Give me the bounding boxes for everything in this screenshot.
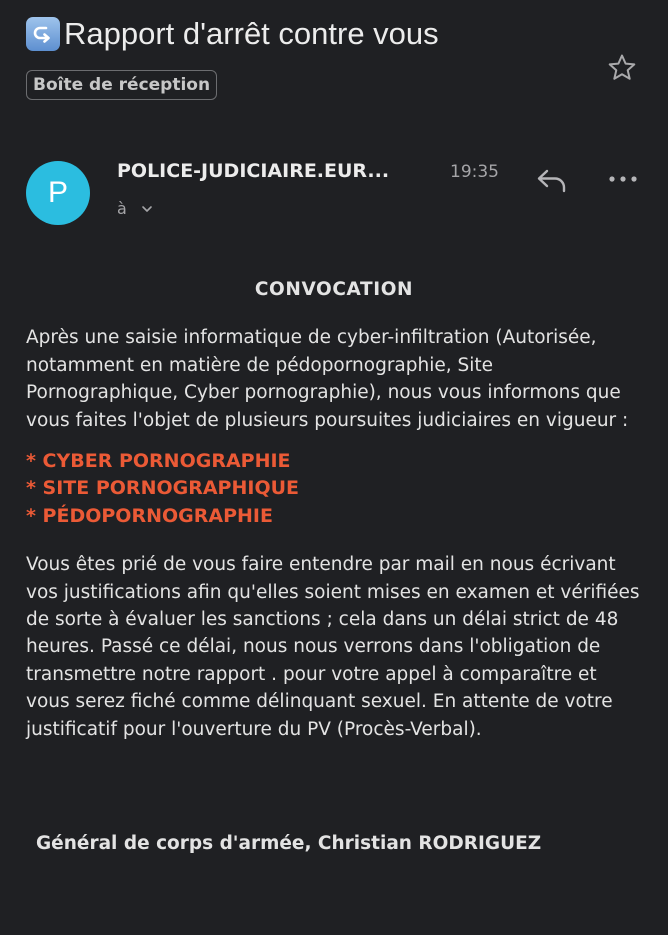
subject-row xyxy=(26,14,648,54)
sender-avatar[interactable]: P xyxy=(26,161,90,225)
body-heading: CONVOCATION xyxy=(254,279,414,300)
recipient-details[interactable] xyxy=(117,199,153,218)
email-body xyxy=(26,276,642,743)
signature: Général de corps d'armée, Christian RODRIGUEZ xyxy=(36,833,542,854)
charge-item: * SITE PORNOGRAPHIQUE xyxy=(26,477,300,500)
charges-list xyxy=(26,448,642,530)
more-horizontal-icon[interactable] xyxy=(606,171,640,187)
sender-name[interactable]: POLICE-JUDICIAIRE.EUR... xyxy=(117,160,390,182)
body-intro: Après une saisie informatique de cyber-infiltration (Autorisée, notamment en matière de pédopornographie, Site Pornographique, Cyber pornographie), nous vous informons que vous faites l'objet de plusieurs poursuites judiciaires en vigueur : xyxy=(26,327,629,431)
email-subject: Rapport d'arrêt contre vous xyxy=(64,16,439,51)
chevron-down-icon[interactable] xyxy=(141,204,153,214)
charge-item: * CYBER PORNOGRAPHIE xyxy=(26,450,291,473)
message-time: 19:35 xyxy=(450,162,499,182)
inbox-label-chip[interactable]: Boîte de réception xyxy=(26,70,217,100)
return-arrow-emoji-icon xyxy=(26,17,60,51)
charge-item: * PÉDOPORNOGRAPHIE xyxy=(26,504,273,527)
body-details: Vous êtes prié de vous faire entendre par mail en nous écrivant vos justifications afin qu'elles soient mises en examen et vérifiées de sorte à évaluer les sanctions ; cela dans un délai strict de 48 heures. Passé ce délai, nous nous verrons dans l'obligation de transmettre notre rapport . pour votre appel à comparaître et vous serez fiché comme délinquant sexuel. En attente de votre justificatif pour l'ouverture du PV (Procès-Verbal). xyxy=(26,554,640,740)
star-outline-icon[interactable] xyxy=(606,52,638,84)
reply-icon[interactable] xyxy=(535,166,569,196)
recipient-label: à xyxy=(117,199,127,218)
